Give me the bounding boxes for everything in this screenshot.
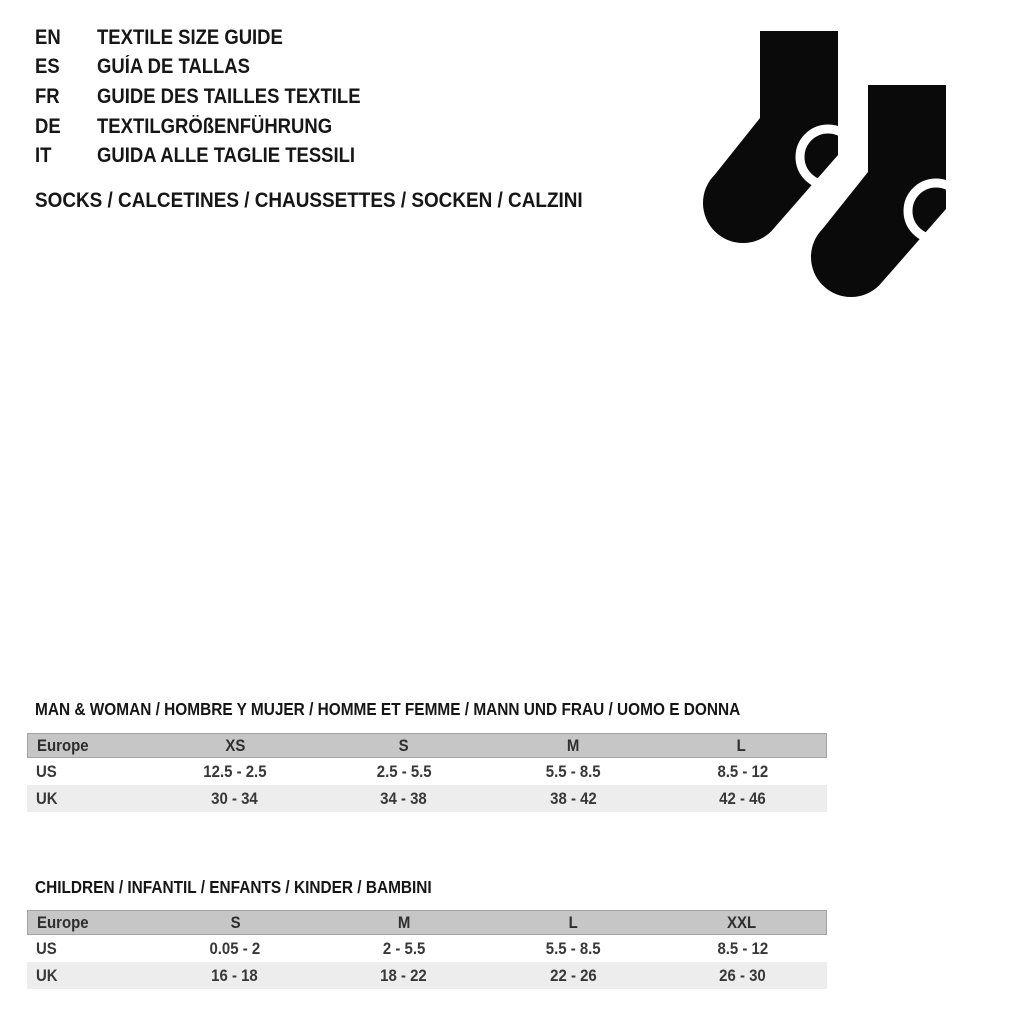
column-header-xs: XS (225, 735, 246, 755)
column-header-l: L (737, 735, 747, 755)
column-header-europe: Europe (37, 912, 89, 932)
row-label: US (36, 761, 57, 781)
children-table-title: CHILDREN / INFANTIL / ENFANTS / KINDER / BAMBINI (35, 877, 432, 897)
size-value: 12.5 - 2.5 (203, 761, 267, 781)
language-label: GUIDE DES TAILLES TEXTILE (97, 84, 361, 108)
table-row-uk (27, 785, 827, 812)
column-header-m: M (566, 735, 580, 755)
size-value: 5.5 - 8.5 (545, 761, 601, 781)
table-row-uk (27, 962, 827, 989)
size-value: 5.5 - 8.5 (545, 938, 601, 958)
language-row-en (35, 23, 396, 53)
language-label: GUÍA DE TALLAS (97, 55, 250, 79)
language-code: DE (35, 114, 61, 138)
size-value: 30 - 34 (211, 788, 258, 808)
language-row-fr (35, 82, 396, 112)
table-header-row (27, 910, 827, 935)
size-value: 26 - 30 (719, 965, 766, 985)
size-value: 38 - 42 (549, 788, 597, 808)
size-value: 8.5 - 12 (717, 938, 768, 958)
language-code: ES (35, 55, 60, 79)
children-size-table (27, 910, 827, 989)
language-code: EN (35, 25, 61, 49)
column-header-s: S (230, 912, 241, 932)
socks-icon (690, 20, 970, 300)
language-list (35, 23, 396, 171)
language-code: FR (35, 84, 60, 108)
language-row-it (35, 141, 396, 171)
size-value: 2.5 - 5.5 (376, 761, 432, 781)
size-value: 18 - 22 (380, 965, 428, 985)
size-value: 42 - 46 (719, 788, 766, 808)
column-header-s: S (399, 735, 410, 755)
row-label: UK (36, 965, 58, 985)
language-code: IT (35, 144, 52, 168)
adult-size-table (27, 733, 827, 812)
category-line: SOCKS / CALCETINES / CHAUSSETTES / SOCKEN / CALZINI (35, 188, 583, 212)
language-label: TEXTILE SIZE GUIDE (97, 25, 283, 49)
table-row-us (27, 935, 827, 962)
table-header-row (27, 733, 827, 758)
row-label: US (36, 938, 57, 958)
size-value: 2 - 5.5 (382, 938, 426, 958)
row-label: UK (36, 788, 58, 808)
table-row-us (27, 758, 827, 785)
column-header-l: L (568, 912, 578, 932)
language-label: TEXTILGRÖßENFÜHRUNG (97, 114, 333, 138)
adult-table-title: MAN & WOMAN / HOMBRE Y MUJER / HOMME ET FEMME / MANN UND FRAU / UOMO E DONNA (35, 699, 741, 719)
size-value: 34 - 38 (380, 788, 428, 808)
size-value: 22 - 26 (549, 965, 597, 985)
column-header-m: M (397, 912, 411, 932)
language-label: GUIDA ALLE TAGLIE TESSILI (97, 144, 356, 168)
column-header-xxl: XXL (727, 912, 757, 932)
size-value: 16 - 18 (211, 965, 258, 985)
language-row-es (35, 53, 396, 83)
size-value: 8.5 - 12 (717, 761, 768, 781)
column-header-europe: Europe (37, 735, 89, 755)
language-row-de (35, 112, 396, 142)
size-value: 0.05 - 2 (209, 938, 260, 958)
